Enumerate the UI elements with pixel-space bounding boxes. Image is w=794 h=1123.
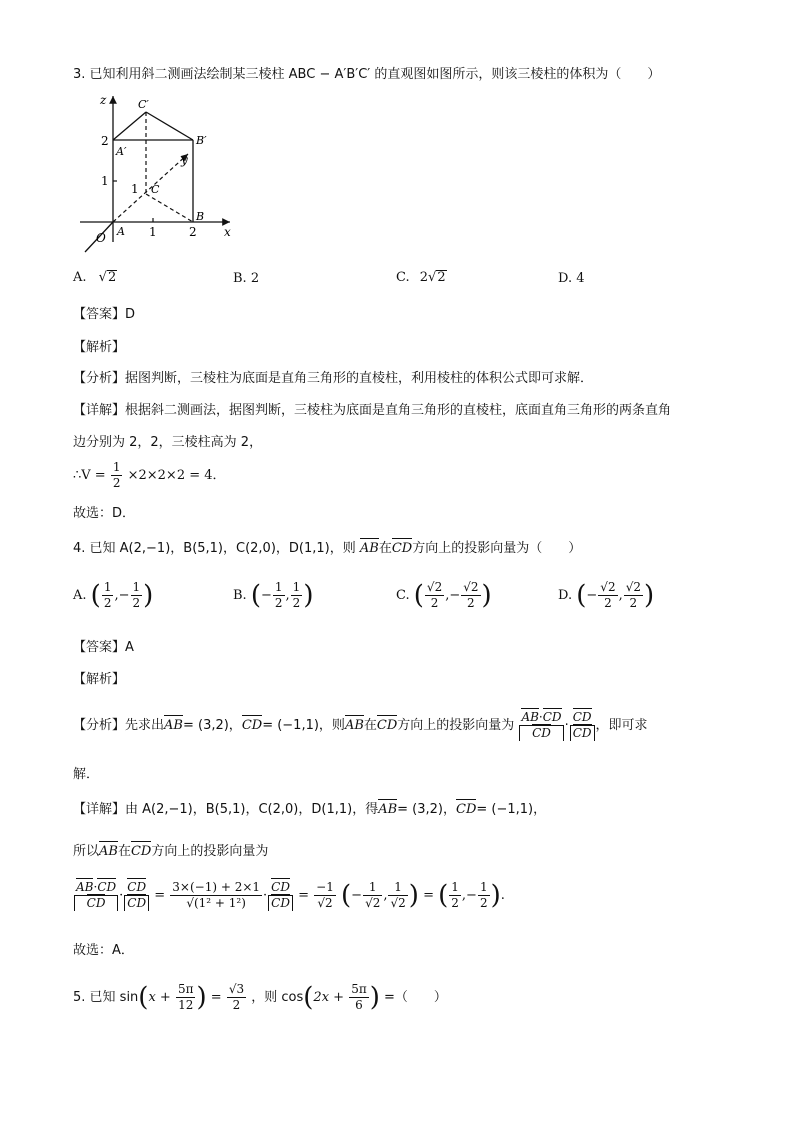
label-C1: C′: [138, 98, 149, 111]
q3-option-d: D. 4: [558, 271, 585, 286]
q3-answer: 【答案】D: [73, 307, 136, 322]
q4-option-a: A. ( $\frac{1}{2}$ ,− $\frac{1}{2}$ ): [73, 580, 154, 611]
q4-fenxi-end: 解．: [73, 767, 100, 782]
q4-answer: 【答案】A: [73, 640, 134, 655]
tick-z1: 1: [101, 174, 109, 188]
prism-oblique-figure: [80, 92, 250, 256]
label-A: A: [117, 225, 125, 238]
q4-option-b: B. (− $\frac{1}{2}$ , $\frac{1}{2}$ ): [233, 580, 314, 611]
tick-z2: 2: [101, 134, 109, 148]
q3-jiexi: 【解析】: [73, 340, 126, 355]
label-B: B: [196, 210, 205, 223]
q3-xiangjie-line1: 【详解】根据斜二测画法，据图判断，三棱柱为底面是直角三角形的直棱柱，底面直角三角形的两条直角: [73, 403, 672, 418]
label-y: y: [181, 153, 188, 167]
tick-x2: 2: [189, 225, 197, 239]
q3-stem: 3. 已知利用斜二测画法绘制某三棱柱 ABC − A′B′C′ 的直观图如图所示，则该三棱柱的体积为（ ）: [73, 67, 661, 82]
q3-option-c: C. 2√2: [396, 270, 446, 285]
label-x: x: [224, 225, 231, 239]
q5-stem: 5. 已知 sin(x + $\frac{5\pi}{12}$ ) = $\frac{√3}{2}$ ，则 cos(2x + $\frac{5\pi}{6}$ ) =（ ）: [73, 982, 447, 1013]
q3-choose: 故选：D．: [73, 506, 136, 521]
q4-stem: 4. 已知 A(2,−1)，B(5,1)，C(2,0)，D(1,1)，则 AB在CD方向上的投影向量为（ ）: [73, 541, 582, 556]
q4-suoyi: 所以AB在CD方向上的投影向量为: [73, 844, 269, 859]
tick-y1: 1: [131, 182, 139, 196]
q4-option-c: C. ( $\frac{√2}{2}$ ,− $\frac{√2}{2}$ ): [396, 580, 492, 611]
q3-option-a: A. √2: [73, 270, 117, 285]
q4-fenxi: 【分析】先求出AB= (3,2)，CD= (−1,1)，则AB在CD方向上的投影向量为 $\frac{AB\cdot CD}{CD}$ · $\frac{CD}{CD}$ ，即可求: [73, 710, 648, 740]
q3-fenxi: 【分析】据图判断，三棱柱为底面是直角三角形的直棱柱，利用棱柱的体积公式即可求解．: [73, 371, 594, 386]
q3-volume-formula: ∴V = $\frac{1}{2}$ ×2×2×2 = 4．: [73, 460, 226, 490]
label-A1: A′: [116, 145, 127, 158]
tick-x1: 1: [149, 225, 157, 239]
label-C: C: [151, 183, 160, 196]
q4-jiexi: 【解析】: [73, 672, 126, 687]
q4-choose: 故选：A．: [73, 943, 134, 958]
q4-option-d: D. (− $\frac{√2}{2}$ , $\frac{√2}{2}$ ): [558, 580, 655, 611]
q3-xiangjie-line2: 边分别为 2，2，三棱柱高为 2，: [73, 435, 263, 450]
label-O: O: [96, 231, 106, 245]
label-B1: B′: [196, 134, 207, 147]
q4-projection-calc: $\frac{AB\cdot CD}{CD}$ · $\frac{CD}{CD}$ = $\frac{3\times(-1) + 2\times 1}{\text{√(1² + 1²)}}$ · $\frac{CD}{CD}$ = $\frac{-1}{√2}$ (− $\frac{1}{√2}$ , $\frac{1}{√2}$ ) = ( $\frac{1}{2}$ ,− $\frac{1}{2}$ ).: [76, 880, 505, 911]
q4-xiangjie: 【详解】由 A(2,−1)，B(5,1)，C(2,0)，D(1,1)，得AB= (3,2)，CD= (−1,1)，: [73, 802, 547, 817]
q3-option-b: B. 2: [233, 271, 260, 286]
label-z: z: [100, 93, 107, 107]
